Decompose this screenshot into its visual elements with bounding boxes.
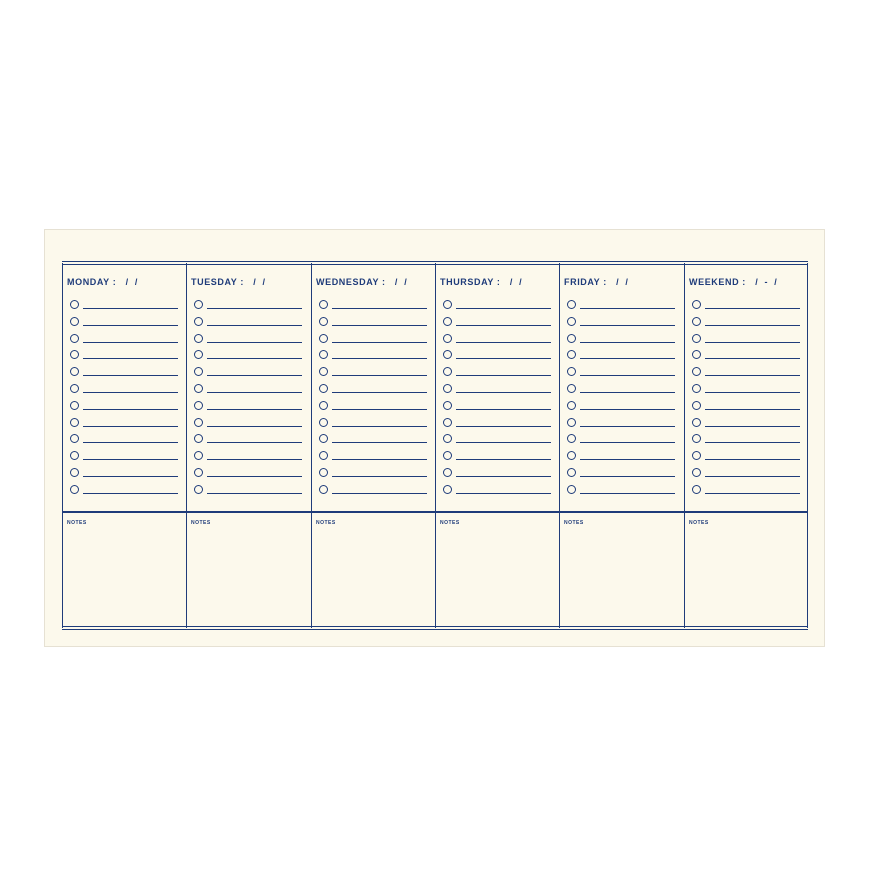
task-row[interactable] xyxy=(319,315,427,327)
checkbox-circle-icon[interactable] xyxy=(567,300,576,309)
task-row[interactable] xyxy=(443,365,551,377)
checkbox-circle-icon[interactable] xyxy=(567,451,576,460)
checkbox-circle-icon[interactable] xyxy=(70,384,79,393)
task-write-line[interactable] xyxy=(207,426,302,427)
task-write-line[interactable] xyxy=(83,426,178,427)
task-write-line[interactable] xyxy=(207,409,302,410)
task-write-line[interactable] xyxy=(332,459,427,460)
task-row[interactable] xyxy=(692,449,800,461)
task-write-line[interactable] xyxy=(83,342,178,343)
task-row[interactable] xyxy=(443,466,551,478)
checkbox-circle-icon[interactable] xyxy=(319,334,328,343)
task-write-line[interactable] xyxy=(456,308,551,309)
task-row[interactable] xyxy=(692,382,800,394)
task-write-line[interactable] xyxy=(580,442,675,443)
task-write-line[interactable] xyxy=(705,308,800,309)
checkbox-circle-icon[interactable] xyxy=(443,468,452,477)
task-write-line[interactable] xyxy=(580,476,675,477)
task-write-line[interactable] xyxy=(456,493,551,494)
checkbox-circle-icon[interactable] xyxy=(70,350,79,359)
task-row[interactable] xyxy=(443,332,551,344)
task-write-line[interactable] xyxy=(83,442,178,443)
task-write-line[interactable] xyxy=(332,409,427,410)
task-row[interactable] xyxy=(194,365,302,377)
checkbox-circle-icon[interactable] xyxy=(319,384,328,393)
task-write-line[interactable] xyxy=(705,358,800,359)
top-rule-outer xyxy=(62,261,808,262)
date-field[interactable]: / / xyxy=(509,277,523,287)
task-row[interactable] xyxy=(692,315,800,327)
task-write-line[interactable] xyxy=(456,426,551,427)
day-separator: : xyxy=(378,277,395,287)
task-row[interactable] xyxy=(70,332,178,344)
date-field[interactable]: / / xyxy=(125,277,139,287)
task-write-line[interactable] xyxy=(332,325,427,326)
task-row[interactable] xyxy=(692,365,800,377)
task-row[interactable] xyxy=(70,466,178,478)
task-write-line[interactable] xyxy=(456,358,551,359)
checkbox-circle-icon[interactable] xyxy=(194,367,203,376)
task-write-line[interactable] xyxy=(332,375,427,376)
date-field[interactable]: / / xyxy=(253,277,266,287)
task-row[interactable] xyxy=(567,298,675,310)
task-row[interactable] xyxy=(70,382,178,394)
task-row[interactable] xyxy=(194,382,302,394)
checkbox-circle-icon[interactable] xyxy=(692,367,701,376)
task-write-line[interactable] xyxy=(705,442,800,443)
task-write-line[interactable] xyxy=(207,375,302,376)
task-write-line[interactable] xyxy=(83,358,178,359)
checkbox-circle-icon[interactable] xyxy=(194,401,203,410)
checkbox-circle-icon[interactable] xyxy=(443,384,452,393)
task-write-line[interactable] xyxy=(332,442,427,443)
checkbox-circle-icon[interactable] xyxy=(194,334,203,343)
task-row[interactable] xyxy=(567,332,675,344)
checkbox-circle-icon[interactable] xyxy=(567,434,576,443)
checkbox-circle-icon[interactable] xyxy=(443,317,452,326)
checkbox-circle-icon[interactable] xyxy=(443,434,452,443)
task-row[interactable] xyxy=(319,348,427,360)
checkbox-circle-icon[interactable] xyxy=(692,468,701,477)
task-write-line[interactable] xyxy=(332,493,427,494)
task-write-line[interactable] xyxy=(580,342,675,343)
task-row[interactable] xyxy=(194,466,302,478)
task-row[interactable] xyxy=(692,348,800,360)
task-row[interactable] xyxy=(319,432,427,444)
task-write-line[interactable] xyxy=(332,392,427,393)
checkbox-circle-icon[interactable] xyxy=(70,418,79,427)
task-write-line[interactable] xyxy=(456,459,551,460)
task-write-line[interactable] xyxy=(207,308,302,309)
task-row[interactable] xyxy=(319,332,427,344)
checkbox-circle-icon[interactable] xyxy=(567,367,576,376)
task-write-line[interactable] xyxy=(705,392,800,393)
day-column-weekend xyxy=(685,263,809,628)
task-write-line[interactable] xyxy=(705,426,800,427)
day-column-thursday xyxy=(436,263,560,628)
checkbox-circle-icon[interactable] xyxy=(194,384,203,393)
task-row[interactable] xyxy=(567,449,675,461)
day-column-monday xyxy=(63,263,187,628)
checkbox-circle-icon[interactable] xyxy=(319,350,328,359)
task-row[interactable] xyxy=(319,382,427,394)
task-write-line[interactable] xyxy=(580,459,675,460)
task-write-line[interactable] xyxy=(83,392,178,393)
checkbox-circle-icon[interactable] xyxy=(692,434,701,443)
checkbox-circle-icon[interactable] xyxy=(443,367,452,376)
task-row[interactable] xyxy=(194,348,302,360)
day-separator: : xyxy=(493,277,510,287)
notes-label: NOTES xyxy=(440,520,460,526)
task-write-line[interactable] xyxy=(83,476,178,477)
day-separator: : xyxy=(600,277,617,287)
task-row[interactable] xyxy=(443,483,551,495)
checkbox-circle-icon[interactable] xyxy=(319,485,328,494)
checkbox-circle-icon[interactable] xyxy=(319,317,328,326)
checkbox-circle-icon[interactable] xyxy=(70,401,79,410)
checkbox-circle-icon[interactable] xyxy=(194,434,203,443)
task-row[interactable] xyxy=(319,416,427,428)
planner-frame xyxy=(62,261,808,630)
checkbox-circle-icon[interactable] xyxy=(70,367,79,376)
task-write-line[interactable] xyxy=(83,375,178,376)
weekly-planner-pad xyxy=(44,229,825,647)
task-row[interactable] xyxy=(319,449,427,461)
task-row[interactable] xyxy=(194,449,302,461)
checkbox-circle-icon[interactable] xyxy=(70,485,79,494)
checkbox-circle-icon[interactable] xyxy=(443,350,452,359)
checkbox-circle-icon[interactable] xyxy=(319,468,328,477)
task-write-line[interactable] xyxy=(456,442,551,443)
checkbox-circle-icon[interactable] xyxy=(70,468,79,477)
task-row[interactable] xyxy=(70,449,178,461)
task-row[interactable] xyxy=(692,432,800,444)
task-write-line[interactable] xyxy=(83,308,178,309)
task-row[interactable] xyxy=(567,483,675,495)
task-row[interactable] xyxy=(692,466,800,478)
task-write-line[interactable] xyxy=(580,325,675,326)
task-row[interactable] xyxy=(443,432,551,444)
day-heading xyxy=(67,277,138,287)
task-write-line[interactable] xyxy=(207,442,302,443)
task-row[interactable] xyxy=(319,365,427,377)
checkbox-circle-icon[interactable] xyxy=(194,300,203,309)
task-write-line[interactable] xyxy=(456,375,551,376)
task-write-line[interactable] xyxy=(580,493,675,494)
day-label: TUESDAY xyxy=(191,277,238,287)
task-row[interactable] xyxy=(443,348,551,360)
day-column-tuesday xyxy=(187,263,311,628)
task-row[interactable] xyxy=(692,332,800,344)
date-field[interactable]: / - / xyxy=(755,277,778,287)
task-write-line[interactable] xyxy=(580,392,675,393)
column-divider xyxy=(807,263,808,628)
checkbox-circle-icon[interactable] xyxy=(443,485,452,494)
task-row[interactable] xyxy=(319,399,427,411)
bottom-rule-outer xyxy=(62,629,808,630)
task-row[interactable] xyxy=(319,298,427,310)
task-write-line[interactable] xyxy=(332,426,427,427)
task-row[interactable] xyxy=(567,382,675,394)
checkbox-circle-icon[interactable] xyxy=(692,300,701,309)
task-write-line[interactable] xyxy=(207,358,302,359)
checkbox-circle-icon[interactable] xyxy=(194,451,203,460)
task-write-line[interactable] xyxy=(207,493,302,494)
checkbox-circle-icon[interactable] xyxy=(70,451,79,460)
task-write-line[interactable] xyxy=(332,308,427,309)
task-row[interactable] xyxy=(692,416,800,428)
notes-label: NOTES xyxy=(191,520,211,526)
checkbox-circle-icon[interactable] xyxy=(70,334,79,343)
checkbox-circle-icon[interactable] xyxy=(692,485,701,494)
task-write-line[interactable] xyxy=(332,476,427,477)
task-row[interactable] xyxy=(443,416,551,428)
notes-label: NOTES xyxy=(67,520,87,526)
task-write-line[interactable] xyxy=(580,358,675,359)
checkbox-circle-icon[interactable] xyxy=(692,451,701,460)
checkbox-circle-icon[interactable] xyxy=(692,350,701,359)
checkbox-circle-icon[interactable] xyxy=(567,468,576,477)
task-row[interactable] xyxy=(194,483,302,495)
day-heading xyxy=(440,277,522,287)
task-row[interactable] xyxy=(70,298,178,310)
checkbox-circle-icon[interactable] xyxy=(319,300,328,309)
day-heading xyxy=(564,277,629,287)
task-row[interactable] xyxy=(567,416,675,428)
day-separator: : xyxy=(109,277,126,287)
task-row[interactable] xyxy=(567,315,675,327)
task-row[interactable] xyxy=(70,348,178,360)
date-field[interactable]: / / xyxy=(394,277,408,287)
checkbox-circle-icon[interactable] xyxy=(567,334,576,343)
task-write-line[interactable] xyxy=(83,325,178,326)
task-row[interactable] xyxy=(194,432,302,444)
checkbox-circle-icon[interactable] xyxy=(692,384,701,393)
task-row[interactable] xyxy=(70,483,178,495)
day-label: WEEKEND xyxy=(689,277,740,287)
checkbox-circle-icon[interactable] xyxy=(567,418,576,427)
task-write-line[interactable] xyxy=(705,375,800,376)
task-write-line[interactable] xyxy=(705,476,800,477)
task-row[interactable] xyxy=(443,298,551,310)
checkbox-circle-icon[interactable] xyxy=(567,317,576,326)
day-heading xyxy=(316,277,407,287)
checkbox-circle-icon[interactable] xyxy=(692,401,701,410)
task-row[interactable] xyxy=(567,399,675,411)
task-write-line[interactable] xyxy=(705,493,800,494)
day-column-wednesday xyxy=(312,263,436,628)
task-write-line[interactable] xyxy=(705,342,800,343)
task-write-line[interactable] xyxy=(705,409,800,410)
task-row[interactable] xyxy=(443,315,551,327)
notes-label: NOTES xyxy=(316,520,336,526)
task-row[interactable] xyxy=(194,298,302,310)
task-row[interactable] xyxy=(692,298,800,310)
checkbox-circle-icon[interactable] xyxy=(319,451,328,460)
checkbox-circle-icon[interactable] xyxy=(567,384,576,393)
checkbox-circle-icon[interactable] xyxy=(443,418,452,427)
day-label: WEDNESDAY xyxy=(316,277,379,287)
task-row[interactable] xyxy=(443,399,551,411)
task-write-line[interactable] xyxy=(207,459,302,460)
checkbox-circle-icon[interactable] xyxy=(194,418,203,427)
task-write-line[interactable] xyxy=(83,409,178,410)
day-separator: : xyxy=(739,277,756,287)
checkbox-circle-icon[interactable] xyxy=(567,401,576,410)
task-row[interactable] xyxy=(194,315,302,327)
checkbox-circle-icon[interactable] xyxy=(443,300,452,309)
checkbox-circle-icon[interactable] xyxy=(70,300,79,309)
checkbox-circle-icon[interactable] xyxy=(194,317,203,326)
task-write-line[interactable] xyxy=(705,459,800,460)
checkbox-circle-icon[interactable] xyxy=(692,317,701,326)
task-row[interactable] xyxy=(70,432,178,444)
date-field[interactable]: / / xyxy=(616,277,629,287)
task-write-line[interactable] xyxy=(207,342,302,343)
task-row[interactable] xyxy=(194,332,302,344)
checkbox-circle-icon[interactable] xyxy=(319,401,328,410)
task-write-line[interactable] xyxy=(580,308,675,309)
task-write-line[interactable] xyxy=(207,392,302,393)
checkbox-circle-icon[interactable] xyxy=(319,418,328,427)
task-row[interactable] xyxy=(567,466,675,478)
notes-label: NOTES xyxy=(689,520,709,526)
day-label: MONDAY xyxy=(67,277,110,287)
checkbox-circle-icon[interactable] xyxy=(443,334,452,343)
checkbox-circle-icon[interactable] xyxy=(567,350,576,359)
task-row[interactable] xyxy=(443,382,551,394)
checkbox-circle-icon[interactable] xyxy=(567,485,576,494)
task-write-line[interactable] xyxy=(580,426,675,427)
checkbox-circle-icon[interactable] xyxy=(194,485,203,494)
task-row[interactable] xyxy=(194,416,302,428)
task-row[interactable] xyxy=(692,399,800,411)
day-heading xyxy=(689,277,777,287)
task-row[interactable] xyxy=(70,399,178,411)
task-write-line[interactable] xyxy=(456,476,551,477)
task-row[interactable] xyxy=(567,432,675,444)
checkbox-circle-icon[interactable] xyxy=(319,434,328,443)
task-write-line[interactable] xyxy=(456,325,551,326)
task-write-line[interactable] xyxy=(332,342,427,343)
task-row[interactable] xyxy=(319,466,427,478)
task-write-line[interactable] xyxy=(207,476,302,477)
task-row[interactable] xyxy=(567,365,675,377)
task-write-line[interactable] xyxy=(456,392,551,393)
day-label: FRIDAY xyxy=(564,277,601,287)
checkbox-circle-icon[interactable] xyxy=(70,434,79,443)
day-label: THURSDAY xyxy=(440,277,494,287)
task-row[interactable] xyxy=(70,365,178,377)
checkbox-circle-icon[interactable] xyxy=(443,451,452,460)
task-write-line[interactable] xyxy=(705,325,800,326)
task-row[interactable] xyxy=(70,315,178,327)
task-row[interactable] xyxy=(70,416,178,428)
day-column-friday xyxy=(560,263,684,628)
task-write-line[interactable] xyxy=(456,342,551,343)
checkbox-circle-icon[interactable] xyxy=(319,367,328,376)
task-write-line[interactable] xyxy=(456,409,551,410)
checkbox-circle-icon[interactable] xyxy=(194,350,203,359)
task-row[interactable] xyxy=(194,399,302,411)
task-write-line[interactable] xyxy=(83,459,178,460)
task-write-line[interactable] xyxy=(580,409,675,410)
task-row[interactable] xyxy=(692,483,800,495)
task-row[interactable] xyxy=(567,348,675,360)
checkbox-circle-icon[interactable] xyxy=(194,468,203,477)
task-row[interactable] xyxy=(319,483,427,495)
task-write-line[interactable] xyxy=(332,358,427,359)
task-row[interactable] xyxy=(443,449,551,461)
checkbox-circle-icon[interactable] xyxy=(443,401,452,410)
checkbox-circle-icon[interactable] xyxy=(692,418,701,427)
task-write-line[interactable] xyxy=(83,493,178,494)
day-heading xyxy=(191,277,266,287)
task-write-line[interactable] xyxy=(207,325,302,326)
checkbox-circle-icon[interactable] xyxy=(692,334,701,343)
notes-label: NOTES xyxy=(564,520,584,526)
checkbox-circle-icon[interactable] xyxy=(70,317,79,326)
day-separator: : xyxy=(237,277,254,287)
task-write-line[interactable] xyxy=(580,375,675,376)
